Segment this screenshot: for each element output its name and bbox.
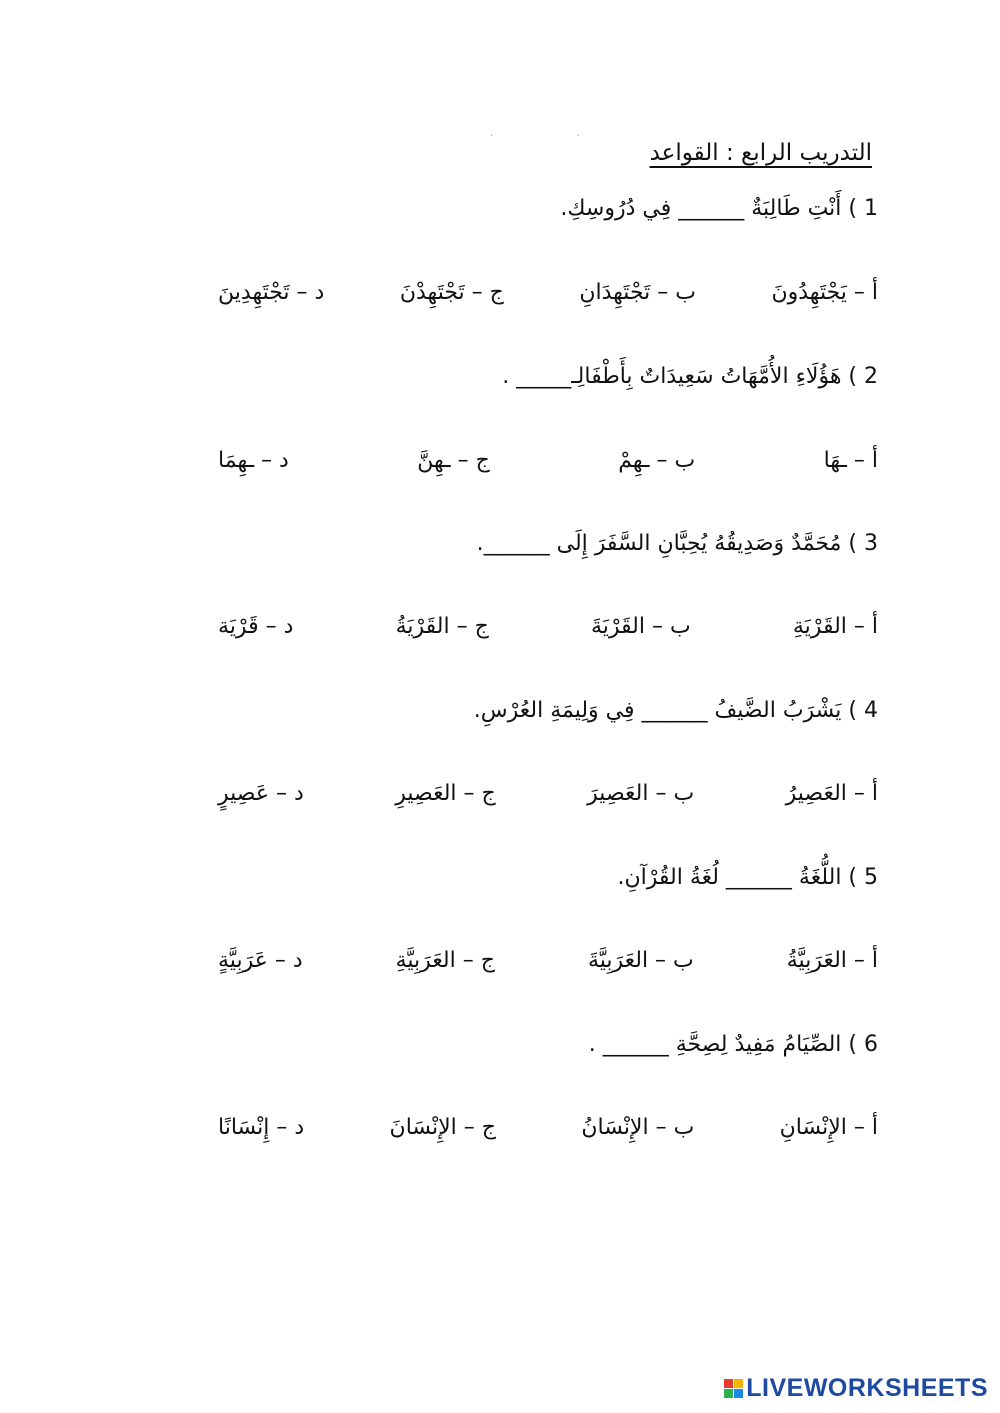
options-1	[218, 280, 878, 305]
options-3	[218, 614, 878, 639]
option-5-b[interactable]: ب – العَرَبِيَّةَ	[587, 948, 694, 973]
liveworksheets-logo[interactable]	[724, 1374, 988, 1403]
option-5-d[interactable]: د – عَرَبِيَّةٍ	[218, 948, 303, 973]
option-1-b[interactable]: ب – تَجْتَهِدَانِ	[579, 280, 696, 305]
option-5-a[interactable]: أ – العَرَبِيَّةُ	[786, 948, 878, 973]
scan-artifact: . .	[490, 128, 620, 139]
option-2-d[interactable]: د – ـهِمَا	[218, 448, 289, 473]
option-6-c[interactable]: ج – الإِنْسَانَ	[389, 1115, 496, 1140]
question-3: 3 ) مُحَمَّدٌ وَصَدِيقُهُ يُحِبَّانِ السَّفَرَ إِلَى ______.	[476, 531, 878, 556]
question-1: 1 ) أَنْتِ طَالِبَةٌ ______ فِي دُرُوسِكِ.	[560, 196, 878, 221]
option-4-d[interactable]: د – عَصِيرٍ	[218, 781, 304, 806]
option-5-c[interactable]: ج – العَرَبِيَّةِ	[395, 948, 495, 973]
options-5	[218, 948, 878, 973]
logo-block-blue	[734, 1389, 743, 1398]
logo-text: LIVEWORKSHEETS	[746, 1374, 988, 1402]
option-3-d[interactable]: د – قَرْيَة	[218, 614, 294, 639]
question-5: 5 ) اللُّغَةُ ______ لُغَةُ القُرْآنِ.	[617, 865, 878, 890]
option-3-b[interactable]: ب – القَرْيَةَ	[590, 614, 691, 639]
options-4	[218, 781, 878, 806]
logo-block-green	[724, 1389, 733, 1398]
option-3-c[interactable]: ج – القَرْيَةُ	[395, 614, 489, 639]
option-6-b[interactable]: ب – الإِنْسَانُ	[581, 1115, 695, 1140]
option-4-a[interactable]: أ – العَصِيرُ	[785, 781, 878, 806]
question-6: 6 ) الصِّيَامُ مَفِيدٌ لِصِحَّةِ ______ .	[588, 1032, 878, 1057]
logo-block-yellow	[734, 1379, 743, 1388]
option-6-d[interactable]: د – إِنْسَانًا	[218, 1115, 305, 1140]
option-1-c[interactable]: ج – تَجْتَهِدْنَ	[399, 280, 504, 305]
question-4: 4 ) يَشْرَبُ الضَّيفُ ______ فِي وَلِيمَةِ العُرْسِ.	[473, 698, 878, 723]
option-2-b[interactable]: ب – ـهِمْ	[618, 448, 696, 473]
option-2-a[interactable]: أ – ـهَا	[823, 448, 878, 473]
option-4-b[interactable]: ب – العَصِيرَ	[587, 781, 695, 806]
logo-block-red	[724, 1379, 733, 1388]
logo-blocks-icon	[724, 1379, 743, 1398]
question-2: 2 ) هَؤُلَاءِ الأُمَّهَاتُ سَعِيدَاتٌ بِأَطْفَالِـ_____ .	[502, 364, 878, 389]
options-6	[218, 1115, 878, 1140]
option-1-d[interactable]: د – تَجْتَهِدِينَ	[218, 280, 325, 305]
option-1-a[interactable]: أ – يَجْتَهِدُونَ	[771, 280, 878, 305]
option-4-c[interactable]: ج – العَصِيرِ	[395, 781, 496, 806]
option-2-c[interactable]: ج – ـهِنَّ	[417, 448, 490, 473]
option-6-a[interactable]: أ – الإِنْسَانِ	[779, 1115, 878, 1140]
page-title: التدريب الرابع : القواعد	[649, 140, 872, 166]
options-2	[218, 448, 878, 473]
option-3-a[interactable]: أ – القَرْيَةِ	[792, 614, 878, 639]
